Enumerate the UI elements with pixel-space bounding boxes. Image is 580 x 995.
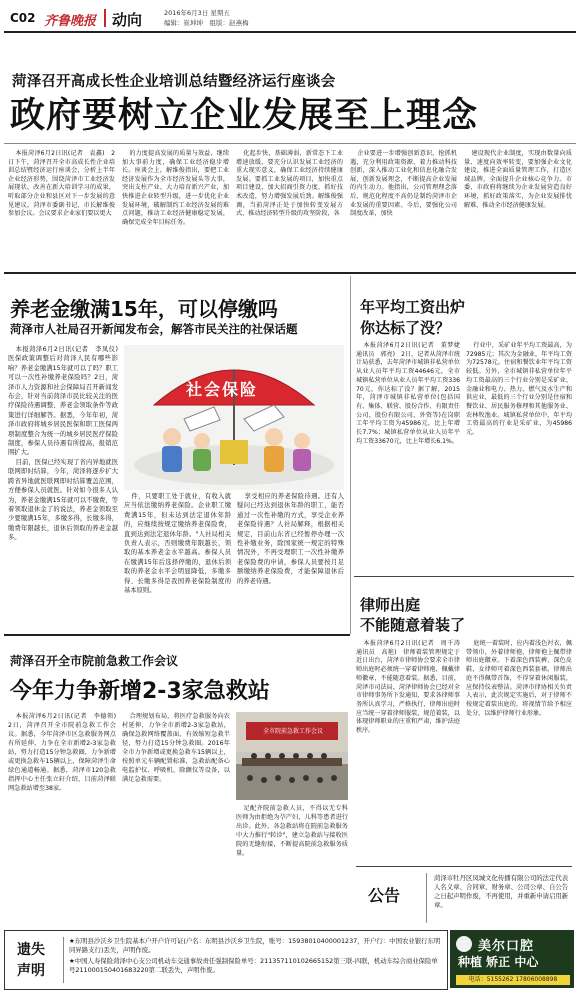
- meeting-photo: [236, 712, 348, 800]
- date-line: 2016年6月3日 星期五: [164, 9, 230, 17]
- pension-col-2-text: 件，只要职工处于就业，有收入就应当依法缴纳养老保险。企业职工缴费满15年，但未达到法定退休年龄的，应继续按规定缴纳养老保险费，直到达到法定退休年龄。"人社局相关负责人表示，否则缴费年限越长，领取的基本养老金水平越高。参保人员在缴满15年后选择停缴的，退休后领取的养老金水平会明显降低，多缴多得、长缴多得是我国养老保险制度的基本原则。: [124, 493, 231, 595]
- notice-divider: [426, 873, 427, 923]
- lawyer-col-2: [466, 640, 572, 865]
- ad-brand: 美尔口腔: [478, 939, 535, 954]
- emergency-kicker: 菏泽召开全市院前急救工作会议: [10, 654, 179, 668]
- dental-ad: [450, 930, 574, 988]
- column-divider-right: [350, 276, 351, 634]
- emergency-col-3-text: 足配齐院前急救人员，不得以无专科医师为由拒绝为孕产妇、儿科等患者进行出诊。此外，各急救站将在院前急救服务中大力推行"转诊"，建立急救站与接收医院的无缝衔接，不断提高院前急救服务质量。: [236, 805, 348, 857]
- pension-col-3: [237, 492, 344, 622]
- pension-col-1: [8, 345, 125, 623]
- insurance-caption: 社会保险: [186, 380, 259, 399]
- pension-bottom-rule: [4, 634, 350, 636]
- lawyer-col-2-text: 庭统一着装时，应内着浅色衬衣，佩带领巾，外着律师袍，律师袍上佩带律师出庭徽章。下着深色西装裤、深色皮鞋，女律师可着深色西装套裙。律师出庭不得佩带首饰，不得穿着休闲服装，应保持仪表整洁。菏泽市律协相关负责人表示，此次规定实施后，对于律师不按规定着装出庭的，将视情节给予相应处分，以维护律师行业形象。: [466, 640, 572, 717]
- lost-notice-box: [4, 930, 448, 990]
- lawyer-headline-2: 不能随意着装了: [360, 616, 466, 634]
- editor-line: 编辑：崔坤坤 组版：赵燕梅: [164, 19, 249, 27]
- lead-col-5: [464, 150, 572, 265]
- pension-headline: 养老金缴满15年，可以停缴吗: [10, 297, 278, 321]
- emergency-col-3: [236, 804, 348, 865]
- pension-col-3-text: 享受相应的养老保险待遇。还有人疑问已经达到退休年龄的职工，能否通过一次性补缴的方式，享受企业养老保险待遇？人社局解释，根据相关规定，目前山东省已经暂停办理一次性补缴业务，除国家统一规定的特殊情况外，不再受理职工一次性补缴养老保险费的申请，参保人员要按月足额缴纳养老保险费，才能保障退休后的养老待遇。: [237, 493, 344, 585]
- emergency-col-2-text: 合理规划布局，将医疗急救服务向农村延伸，力争全市新增2-3家急救站，确保急救网络覆盖面，有效缩短急救半径，努力打造15分钟急救圈。2016年全市力争新增或更换急救车15辆以上，按照单元车辆配置标准，急救站配备心电监护仪、呼吸机、除颤仪等设备，以满足急救需要。: [122, 713, 230, 783]
- wage-col-1: [356, 342, 467, 570]
- paper-name: 齐鲁晚报: [44, 14, 97, 29]
- lead-col-2-text: 的力度提高发展的质量与效益，继续加大事前力度，确保工业经济稳步增长。座谈会上，解维俊指出，要把工业经济发展作为全市经济发展头等大事，突出支柱产业、大力培育新兴产业，加快推进企业转型升级，进一步优化企业发展环境，破解制约工业经济发展的难点问题，推动工业经济健康稳定发展，确保完成全年目标任务。: [122, 150, 229, 226]
- page-header: [4, 6, 576, 30]
- emergency-col-1-text: 本报菏泽6月2日讯(记者 李德领) 2日，菏泽召开全市院前急救工作会议。据悉，今年菏泽市区急救服务网点有所延伸，力争在全市新增2-3家急救站，努力打造15分钟急救圈，力争新增或更换急救车15辆以上，保障菏泽生命绿色通道畅通。据悉，菏泽市120急救指挥中心主任张立轩介绍，目前菏泽联网急救站增至38家。: [8, 713, 123, 792]
- meeting-banner-text: 全市院前急救工作会议: [262, 728, 323, 735]
- lawyer-headline-1: 律师出庭: [360, 596, 421, 614]
- divider-bar: [104, 9, 106, 27]
- pension-col-2: [124, 492, 231, 622]
- lawyer-col-1: [356, 640, 467, 865]
- pension-col-1b-text: 目前，医保已经实现了省内异地就医联网即时结算，今年，菏泽将逐步扩大跨省异地就医联网即时结算覆盖范围，方便参保人员就医。针对如今很多人认为，养老金缴满15年就可以不缴费，等着领取退休金了的说法，养老金领取至少要缴满15年，多缴多得，长缴多得，缴费年限越长，退休后领取的养老金越多。: [8, 458, 118, 542]
- lead-rule: [4, 143, 576, 144]
- pension-subhead: 菏泽市人社局召开新闻发布会，解答市民关注的社保话题: [10, 322, 298, 336]
- lost-item-1: ★东明县沙沃乡卫生院基本户开户许可证(户名：东明县沙沃乡卫生院，账号：15938010400001237，开户行：中国农业银行东明同昇路支行)丢失，声明作废。: [69, 937, 441, 954]
- lead-col-3-text: 化起步快，基础薄弱，新常态下工业增速放缓，要充分认识发展工业经济的重大现实意义，确保工业经济持续健康发展。要抓工业发展的项目，加快重点项目建设，加大招商引资力度，抓好技术改造，努力增强发展后劲。解维俊强调，当前菏泽正处于加快转变发展方式、推动经济转型升级的攻坚阶段，各: [236, 150, 343, 218]
- lawyer-col-1-text: 本报菏泽6月2日讯(记者 周千涛 通讯员 高艳) 律师着装管理规定于近日出台，菏泽市律师协会要求全市律师出庭时必须统一穿着律师袍、佩戴律师徽章，不能随意着装。据悉，目前，菏泽市司法局、菏泽律师协会已经对全市律师事务所下发通知，要求各律师事务所认真学习，严格执行，律师出庭时应当统一穿着律师服装，规范着装，以体现律师职业的庄重和严肃，维护法庭秩序。: [356, 640, 467, 735]
- lead-col-1: [8, 150, 115, 265]
- lost-divider: [63, 937, 64, 983]
- social-insurance-illustration: [124, 345, 344, 490]
- lead-kicker: 菏泽召开高成长性企业培训总结暨经济运行座谈会: [12, 73, 336, 90]
- lost-item-2: ★中国人寿保险菏泽中心支公司机动车交通事故责任强制保险单号：211357110102665152第三联-四联，机动车综合商业保险单号211000150401683220第二联丢失，声明作废。: [69, 957, 438, 974]
- header-rule: [4, 31, 576, 33]
- notice-box: [356, 866, 572, 929]
- wage-col-2: [466, 342, 572, 570]
- lead-col-1-text: 本报菏泽6月2日讯(记者 袁鑫) 2日下午，菏泽召开全市高成长性企业培训总结暨经济运行座谈会，分析上半年企业经济形势，围绕菏泽市工业经济发展现状、改善在新大培训学习的成果，听取部分企业和县区对下一步发展的意见建议。菏泽市委副书记、市长解维俊参加会议。会议要求企业家们要以更大: [8, 150, 115, 218]
- emergency-headline: 今年力争新增2-3家急救站: [10, 679, 270, 704]
- ad-phone: 电话：5155262 17806008898: [456, 975, 570, 985]
- lead-headline: 政府要树立企业发展至上理念: [10, 96, 479, 136]
- lost-title-2: 声明: [17, 963, 45, 979]
- emergency-col-1: [8, 712, 123, 865]
- emergency-col-2: [122, 712, 230, 865]
- lead-col-4-text: 企业要进一步增强创新意识，抢抓机遇，充分利用政策资源，着力推动科技创新，深入推动工业化和信息化融合发展，创新发展理念，不断提高企业发展的内生动力。他指出，公司管理理念落后、规范化程度不高仍是制约菏泽市企业发展的重要因素。今后，要强化公司制度改革，加快: [350, 150, 457, 218]
- page-code: C02: [10, 11, 36, 25]
- notice-title: 公告: [368, 886, 401, 905]
- wage-headline-1: 年平均工资出炉: [360, 298, 466, 316]
- section-rule-1: [4, 272, 576, 274]
- wage-rule: [354, 576, 574, 577]
- lead-col-3: [236, 150, 343, 265]
- insurance-graphic: [124, 345, 344, 490]
- wage-col-2-text: 行业中，采矿业年平均工资最高，为72985元；其次为金融业，年平均工资为72578元。住宿和餐饮业年平均工资较低。另外，全市城镇非私营单位年平均工资最高的三个行业分别是采矿业、金融业和电力、热力、燃气及水生产和供应业，最低的三个行业分别是住宿和餐饮业、居民服务修理和其他服务业、农林牧渔业。城镇私营单位中，年平均工资最高的行业是采矿业，为45986元。: [466, 342, 572, 437]
- wage-col-1-text: 本报菏泽6月2日讯(记者 董梦婕 通讯员 郭亮) 2日，记者从菏泽市统计局获悉，去年菏泽市城镇非私营单位从业人员年平均工资44646元，全市城镇私营单位从业人员年平均工资33670元，你达标了没？据了解，2015年，菏泽市城镇非私营单位(包括国有、集体、联营、股份合作、有限责任公司、股份有限公司、外资等)在岗职工年平均工资为45986元，比上年增长7.7%；城镇私营单位从业人员年平均工资33670元，比上年增长6.1%。: [356, 342, 467, 445]
- lost-title-1: 遗失: [17, 942, 45, 958]
- pension-col-1-text: 本报菏泽6月2日讯(记者 李凤仪) 医保政策调整后对菏泽人民有哪些影响？养老金缴满15年就可以了吗？职工可以一次性补缴养老保险吗？2日，菏泽市人力资源和社会保障局召开新闻发布会，针对当前菏泽市民比较关注的医疗保险待遇调整、养老金领取条件等政策进行详细解答。据悉，今年年初，菏泽市政府将城乡居民医保和职工医保两项制度整合为统一的城乡居民医疗保险制度，参保人员待遇有所提高，报销范围扩大。: [8, 346, 125, 457]
- ad-slogan: 种植 矫正 中心: [458, 955, 539, 969]
- notice-text: 菏泽市牡丹区凤城文化传播有限公司的法定代表人名义章、合同章、财务章、公司公章、自公告之日起声明作废，不再使用，并重新申请启用新章。: [434, 874, 569, 909]
- ad-logo-icon: [456, 936, 472, 952]
- lead-col-5-text: 建设现代企业制度，实现由数量向质量、速度向效率转变，要加强企业文化建设，推进全面质量管理工作，打造区域品牌，全面提升企业核心竞争力。市委、市政府将继续为企业发展营造良好环境，抓好政策落实，为企业发展排忧解难，推动全市经济健康发展。: [464, 150, 572, 209]
- lead-col-2: [122, 150, 229, 265]
- lead-col-4: [350, 150, 457, 265]
- wage-headline-2: 你达标了没？: [360, 319, 451, 337]
- section-title: 动向: [112, 11, 143, 29]
